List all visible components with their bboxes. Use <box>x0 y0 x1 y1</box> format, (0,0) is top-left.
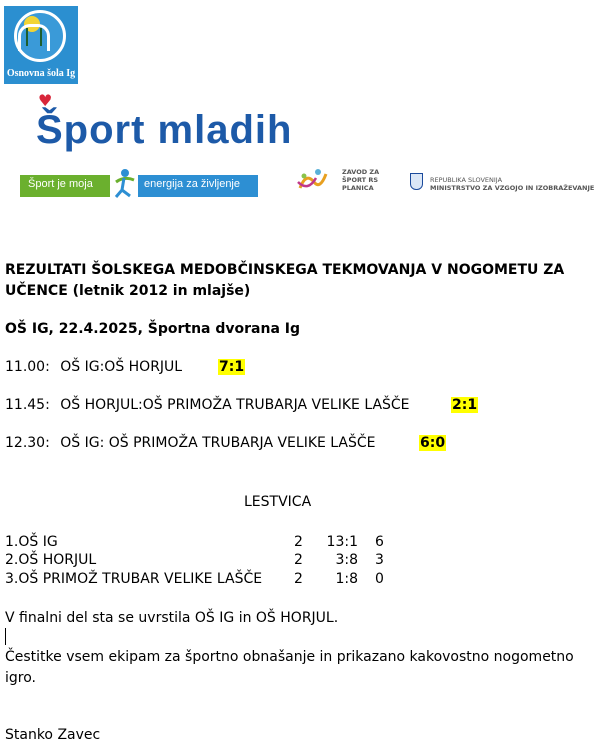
standings-played: 2 <box>294 534 303 550</box>
match-score-value: 6:0 <box>420 435 446 451</box>
school-name: Osnovna šola Ig <box>6 68 76 79</box>
slovenia-crest-icon <box>410 173 423 190</box>
match-teams: OŠ IG:OŠ HORJUL <box>60 359 183 375</box>
standings-played: 2 <box>294 552 303 568</box>
reeds-icon <box>26 28 42 46</box>
text-cursor[interactable] <box>5 628 6 645</box>
congrats-line-2: igro. <box>5 670 36 686</box>
match-row <box>5 359 182 375</box>
match-row <box>5 435 376 451</box>
zavod-sport-logo-icon <box>296 166 330 196</box>
match-score <box>218 359 245 375</box>
runner-figure-icon <box>112 168 136 198</box>
standings-points: 0 <box>375 571 384 587</box>
standings-points: 6 <box>375 534 384 550</box>
republic-line: REPUBLIKA SLOVENIJA <box>430 176 503 184</box>
heart-icon: ♥ <box>38 91 53 110</box>
final-text: V finalni del sta se uvrstila OŠ IG in OŠ HORJUL. <box>5 610 339 626</box>
standings-goals: 13:1 <box>326 534 358 550</box>
signature: Stanko Zavec <box>5 727 101 743</box>
banner-left-text: Šport je moja <box>28 178 93 190</box>
sport-banner <box>20 168 258 198</box>
match-score-value: 2:1 <box>452 397 478 413</box>
standings-team: 1.OŠ IG <box>5 534 58 550</box>
match-score-value: 7:1 <box>219 359 245 375</box>
zavod-text <box>342 168 379 192</box>
match-teams: OŠ HORJUL:OŠ PRIMOŽA TRUBARJA VELIKE LAŠČE <box>60 397 410 413</box>
ministry-line: MINISTRSTVO ZA VZGOJO IN IZOBRAŽEVANJE <box>430 184 595 192</box>
school-logo <box>4 6 78 84</box>
zavod-line-2: ŠPORT RS <box>342 176 379 184</box>
match-time: 11.45: <box>5 397 50 413</box>
match-time: 11.00: <box>5 359 50 375</box>
congrats-line-1: Čestitke vsem ekipam za športno obnašanje in prikazano kakovostno nogometno <box>5 649 574 665</box>
ministry-text <box>430 176 594 192</box>
match-time: 12.30: <box>5 435 50 451</box>
match-row <box>5 397 410 413</box>
match-teams: OŠ IG: OŠ PRIMOŽA TRUBARJA VELIKE LAŠČE <box>60 435 376 451</box>
standings-team: 2.OŠ HORJUL <box>5 552 97 568</box>
banner-right-text: energija za življenje <box>144 178 240 190</box>
standings-title: LESTVICA <box>244 494 312 510</box>
standings-played: 2 <box>294 571 303 587</box>
standings-goals: 3:8 <box>335 552 358 568</box>
standings-points: 3 <box>375 552 384 568</box>
zavod-line-1: ZAVOD ZA <box>342 168 380 176</box>
match-score <box>451 397 478 413</box>
sport-mladih-logo: Šport mladih <box>36 108 293 152</box>
heading-line-2: UČENCE (letnik 2012 in mlajše) <box>5 283 251 299</box>
standings-goals: 1:8 <box>335 571 358 587</box>
event-info: OŠ IG, 22.4.2025, Športna dvorana Ig <box>5 321 301 337</box>
zavod-line-3: PLANICA <box>342 184 374 192</box>
heading-line-1: REZULTATI ŠOLSKEGA MEDOBČINSKEGA TEKMOVANJA V NOGOMETU ZA <box>5 262 565 278</box>
standings-team: 3.OŠ PRIMOŽ TRUBAR VELIKE LAŠČE <box>5 571 263 587</box>
match-score <box>419 435 446 451</box>
